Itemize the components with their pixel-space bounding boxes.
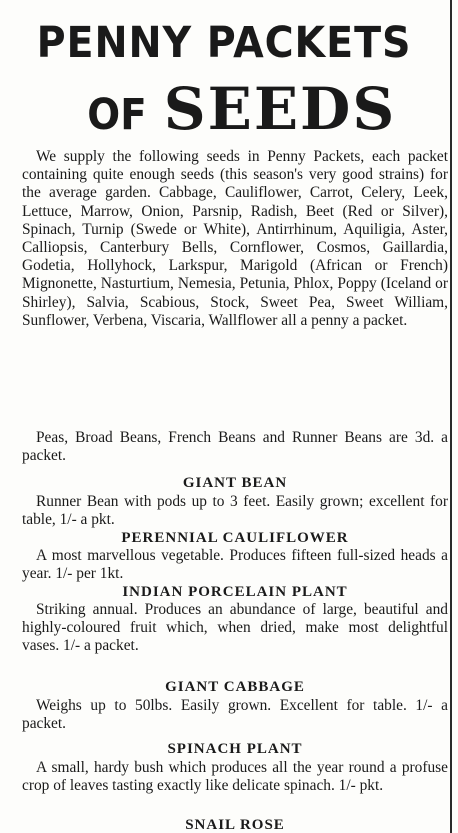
column-rule [450,0,452,833]
section-heading-spinach-plant: SPINACH PLANT [167,741,303,757]
section-body-spinach-plant: A small, hardy bush which produces all the year round a profuse crop of leaves tasting exactly like delicate spinach. 1/- pkt. [22,759,448,795]
headline-of: OF [87,90,147,140]
section-body-giant-bean: Runner Bean with pods up to 3 feet. Easily grown; excellent for table, 1/- a pkt. [22,493,448,529]
section-heading-giant-cabbage: GIANT CABBAGE [165,679,305,695]
headline-penny-packets: PENNY PACKETS [36,18,412,68]
headline-of-seeds [70,75,410,144]
section-heading-perennial-cauliflower: PERENNIAL CAULIFLOWER [121,530,349,546]
section-body-giant-cabbage: Weighs up to 50lbs. Easily grown. Excellent for table. 1/- a packet. [22,697,448,733]
headline-seeds: SEEDS [163,75,397,143]
peas-paragraph: Peas, Broad Beans, French Beans and Runner Beans are 3d. a packet. [22,429,448,465]
section-heading-snail-rose: SNAIL ROSE [185,817,285,833]
section-heading-indian-porcelain-plant: INDIAN PORCELAIN PLANT [122,584,348,600]
section-body-indian-porcelain-plant: Striking annual. Produces an abundance of large, beautiful and highly-coloured fruit which, when dried, make most delightful vases. 1/- a packet. [22,601,448,655]
section-heading-giant-bean: GIANT BEAN [182,475,288,491]
intro-paragraph: We supply the following seeds in Penny Packets, each packet containing quite enough seeds (this season's very good strains) for the average garden. Cabbage, Cauliflower, Carrot, Celery, Leek, Lettuce, Marrow, Onion, Parsnip, Radish, Beet (Red or Silver), Spinach, Turnip (Swede or White), Antirrhinum, Aquiligia, Aster, Calliopsis, Canterbury Bells, Cornflower, Cosmos, Gaillardia, Godetia, Hollyhock, Larkspur, Marigold (African or French) Mignonette, Nasturtium, Nemesia, Petunia, Phlox, Poppy (Iceland or Shirley), Salvia, Scabious, Stock, Sweet Pea, Sweet William, Sunflower, Verbena, Viscaria, Wallflower all a penny a packet. [22,148,448,329]
section-body-perennial-cauliflower: A most marvellous vegetable. Produces fifteen full-sized heads a year. 1/- per 1kt. [22,547,448,583]
